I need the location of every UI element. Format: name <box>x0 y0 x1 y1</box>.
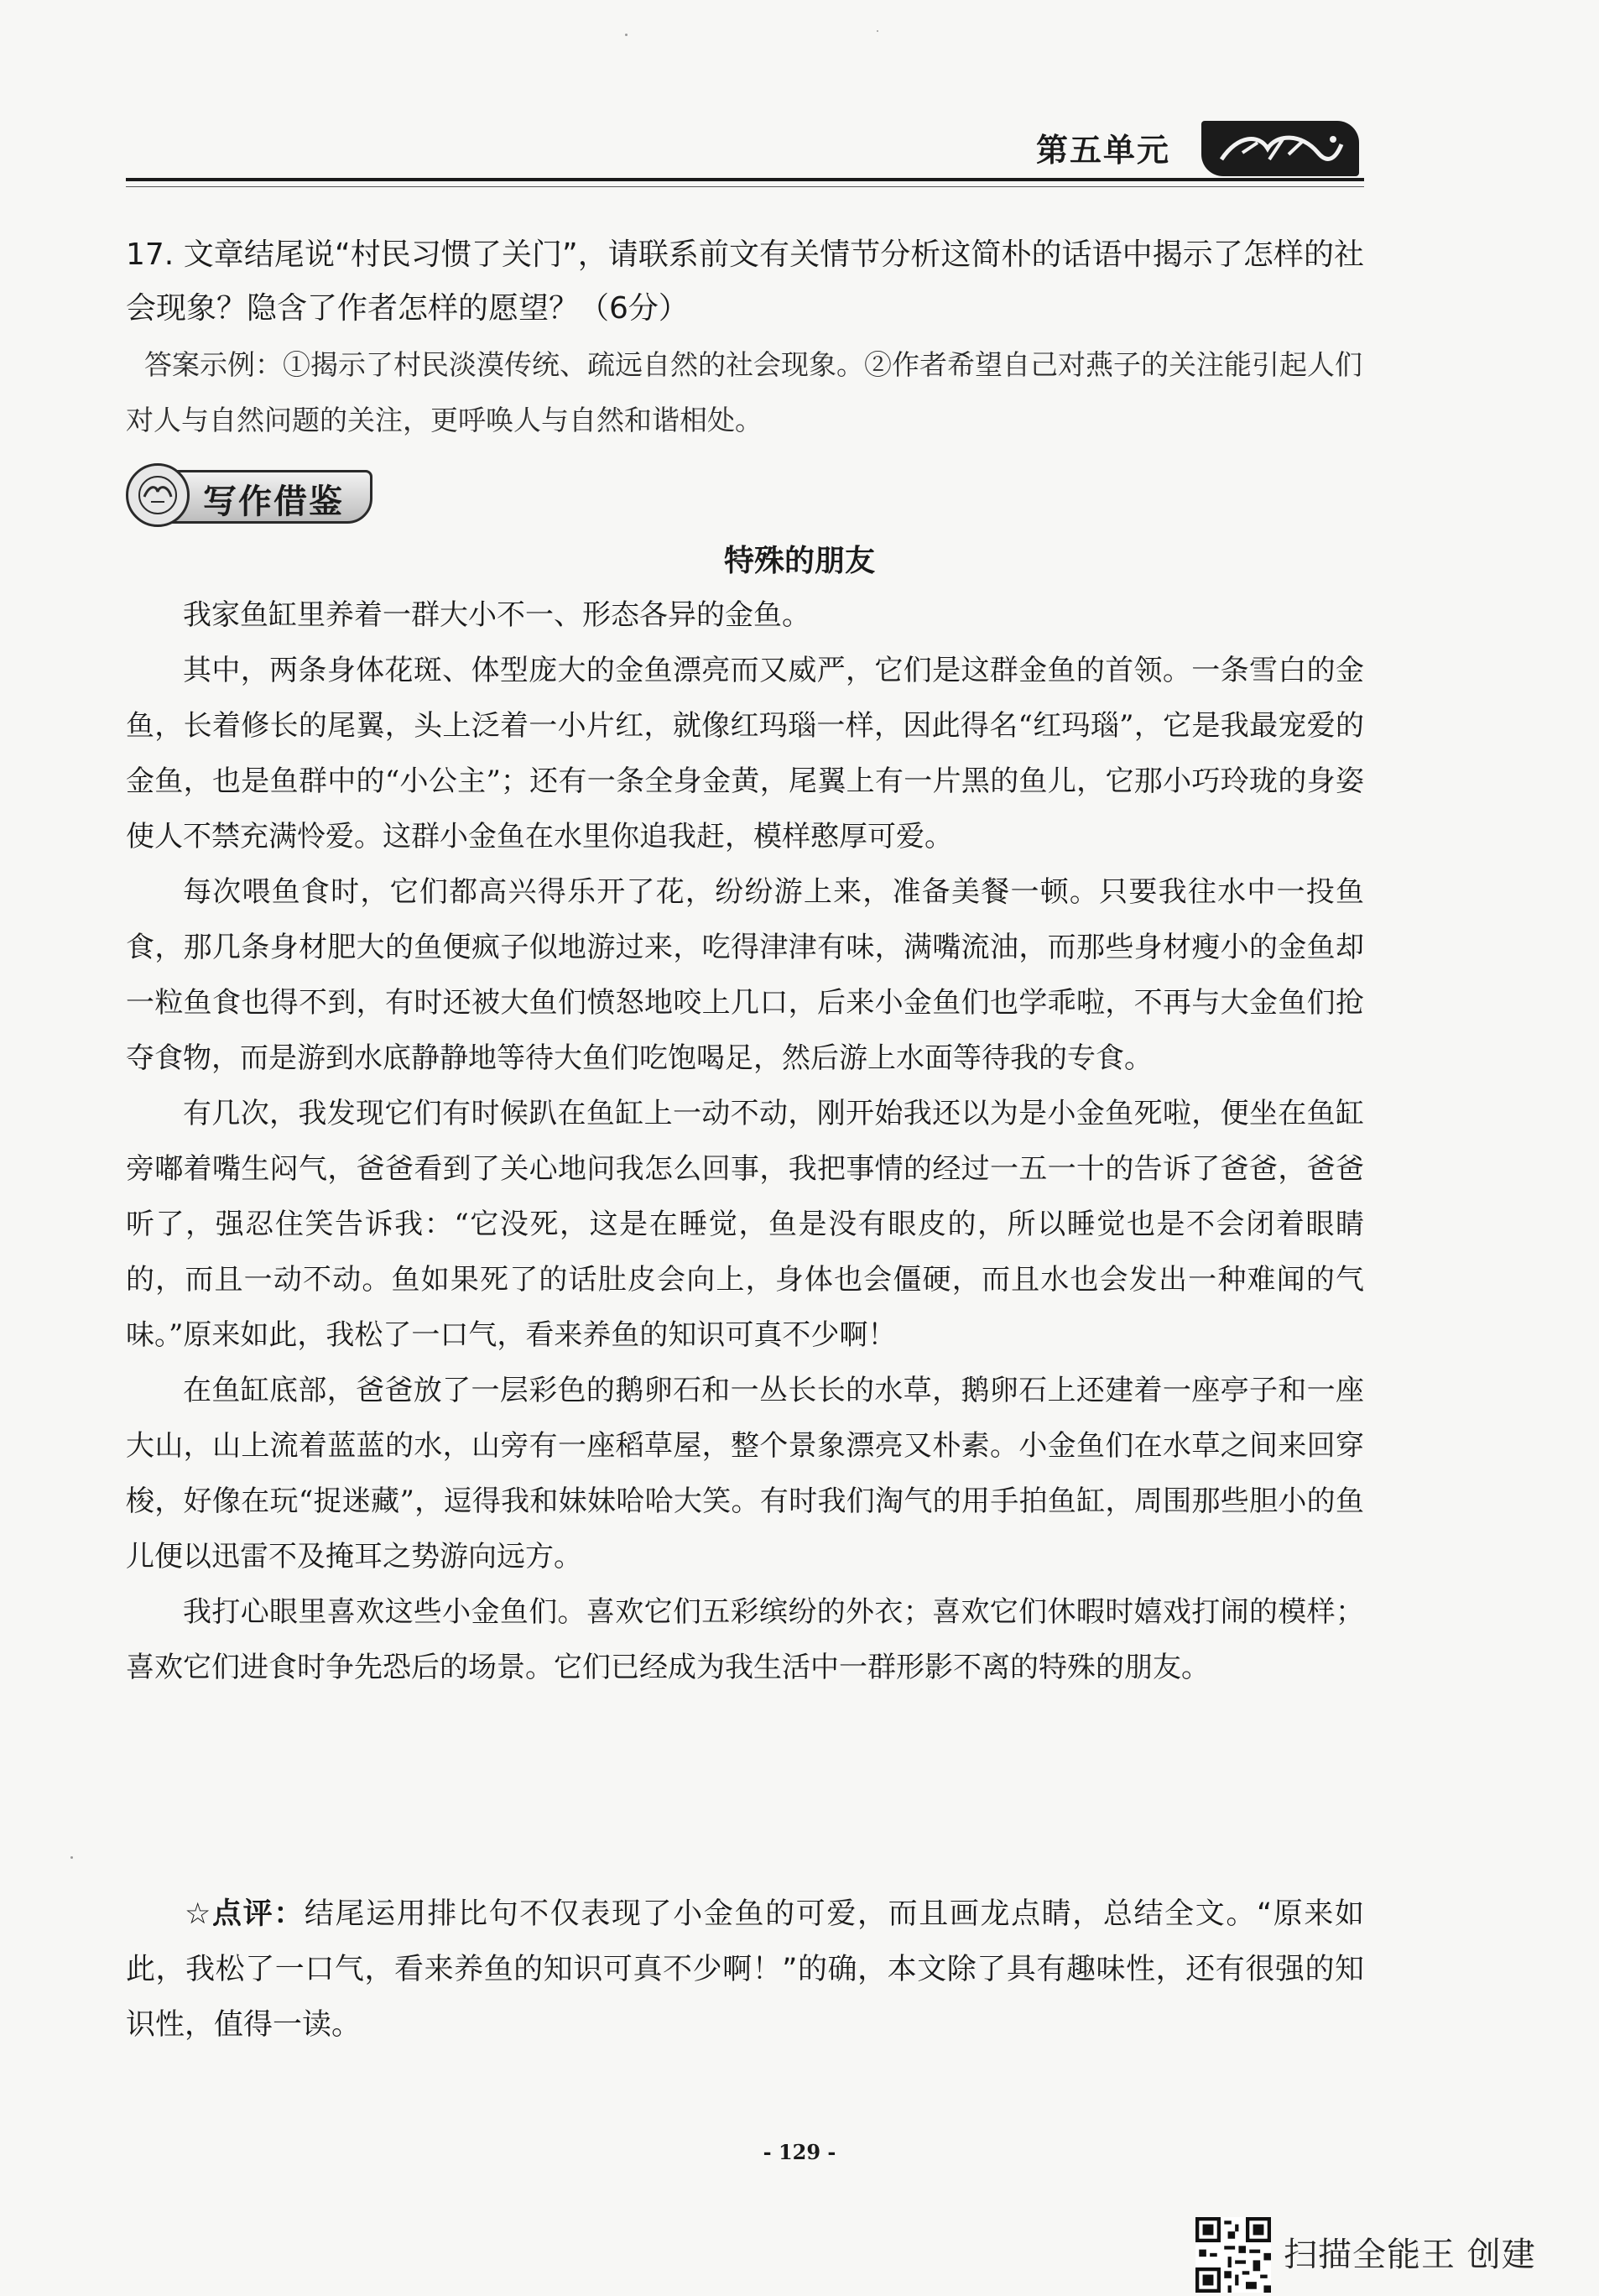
section-emblem-icon <box>126 463 190 527</box>
essay-title: 特殊的朋友 <box>723 544 875 578</box>
comment-label: ☆点评： <box>185 1897 305 1931</box>
scanner-watermark: 扫描全能王 创建 <box>1284 2236 1536 2274</box>
essay-paragraph: 有几次，我发现它们有时候趴在鱼缸上一动不动，刚开始我还以为是小金鱼死啦，便坐在鱼缸旁嘟着嘴生闷气，爸爸看到了关心地问我怎么回事，我把事情的经过一五一十的告诉了爸爸，爸爸听了，强忍住笑告诉我：“它没死，这是在睡觉，鱼是没有眼皮的，所以睡觉也是不会闭着眼睛的，而且一动不动。鱼如果死了的话肚皮会向上，身体也会僵硬，而且水也会发出一种难闻的气味。”原来如此，我松了一口气，看来养鱼的知识可真不少啊！ <box>126 1097 1364 1352</box>
scan-speck <box>70 1856 73 1859</box>
essay-paragraph: 每次喂鱼食时，它们都高兴得乐开了花，纷纷游上来，准备美餐一顿。只要我往水中一投鱼食，那几条身材肥大的鱼便疯子似地游过来，吃得津津有味，满嘴流油，而那些身材瘦小的金鱼却一粒鱼食也得不到，有时还被大鱼们愤怒地咬上几口，后来小金鱼们也学乖啦，不再与大金鱼们抢夺食物，而是游到水底静静地等待大鱼们吃饱喝足，然后游上水面等待我的专食。 <box>126 875 1364 1075</box>
essay-paragraph: 我打心眼里喜欢这些小金鱼们。喜欢它们五彩缤纷的外衣；喜欢它们休暇时嬉戏打闹的模样；喜欢它们进食时争先恐后的场景。它们已经成为我生活中一群形影不离的特殊的朋友。 <box>126 1595 1364 1684</box>
question-17: 17. 文章结尾说“村民习惯了关门”，请联系前文有关情节分析这简朴的话语中揭示了怎样的社会现象？隐含了作者怎样的愿望？（6分） <box>126 237 1364 326</box>
page-number: - 129 - <box>763 2140 836 2164</box>
answer-example <box>126 337 1364 448</box>
unit-title: 第五单元 <box>1036 132 1171 169</box>
essay-paragraph: 其中，两条身体花斑、体型庞大的金鱼漂亮而又威严，它们是这群金鱼的首领。一条雪白的金鱼，长着修长的尾翼，头上泛着一小片红，就像红玛瑙一样，因此得名“红玛瑙”，它是我最宠爱的金鱼，也是鱼群中的“小公主”；还有一条全身金黄，尾翼上有一片黑的鱼儿，它那小巧玲珑的身姿使人不禁充满怜爱。这群小金鱼在水里你追我赶，模样憨厚可爱。 <box>126 654 1364 853</box>
comment-text: 结尾运用排比句不仅表现了小金鱼的可爱，而且画龙点睛，总结全文。“原来如此，我松了一口气，看来养鱼的知识可真不少啊！”的确，本文除了具有趣味性，还有很强的知识性，值得一读。 <box>126 1897 1364 2042</box>
header-rule <box>126 178 1364 181</box>
section-label: 写作借鉴 <box>203 483 344 521</box>
essay-paragraph: 我家鱼缸里养着一群大小不一、形态各异的金鱼。 <box>183 598 810 632</box>
header-rule-thin <box>126 186 1364 187</box>
scan-speck <box>625 34 628 36</box>
essay-comment <box>126 1886 1364 2053</box>
essay-body <box>126 587 1364 1695</box>
section-badge <box>126 463 371 525</box>
answer-text: 答案示例：①揭示了村民淡漠传统、疏远自然的社会现象。②作者希望自己对燕子的关注能引起人们对人与自然问题的关注，更呼唤人与自然和谐相处。 <box>126 348 1362 436</box>
scan-speck <box>877 30 878 32</box>
unit-logo-icon <box>1201 121 1359 176</box>
qr-code-icon <box>1195 2217 1271 2293</box>
essay-paragraph: 在鱼缸底部，爸爸放了一层彩色的鹅卵石和一丛长长的水草，鹅卵石上还建着一座亭子和一座大山，山上流着蓝蓝的水，山旁有一座稻草屋，整个景象漂亮又朴素。小金鱼们在水草之间来回穿梭，好像在玩“捉迷藏”，逗得我和妹妹哈哈大笑。有时我们淘气的用手拍鱼缸，周围那些胆小的鱼儿便以迅雷不及掩耳之势游向远方。 <box>126 1374 1364 1573</box>
